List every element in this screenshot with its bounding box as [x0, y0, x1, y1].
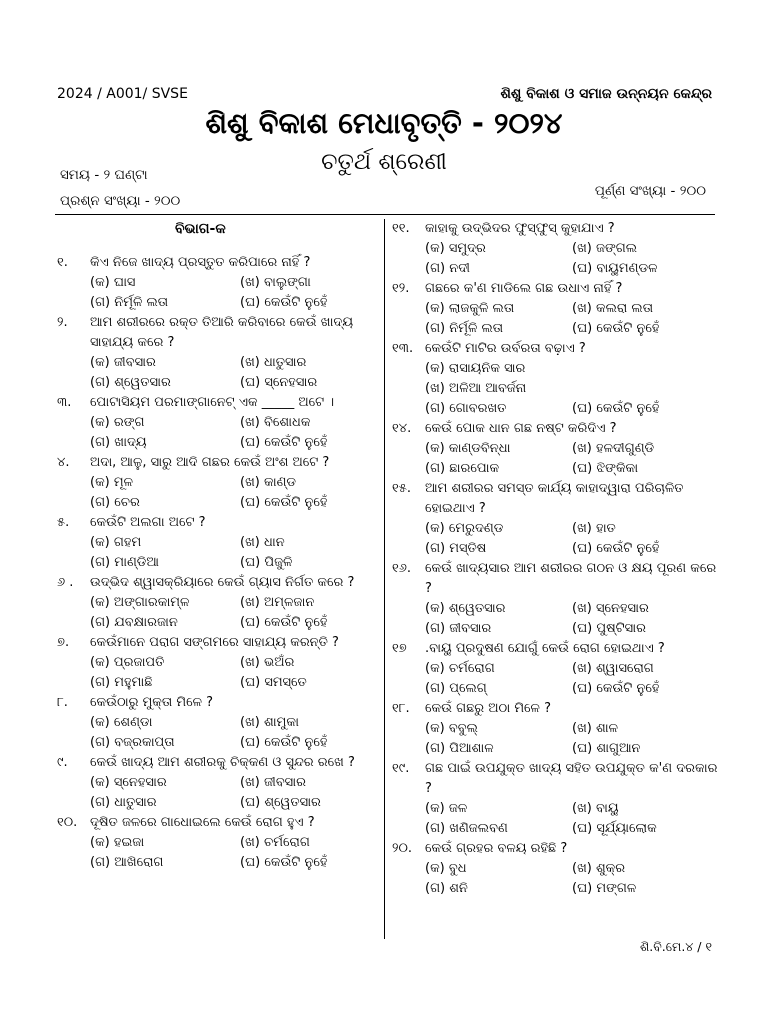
question-number: ୧୫. — [392, 481, 412, 496]
question-number: ୧୩. — [392, 341, 414, 356]
question-text: କେଉଁମାନେ ପରାଗ ସଙ୍ଗମରେ ସାହାଯ୍ୟ କରନ୍ତି ? — [90, 635, 339, 650]
question-row — [57, 453, 379, 473]
answer-option: (ଘ) କେଉଁଟି ନୁହେଁ — [240, 295, 328, 310]
answer-option: (ଗ) ପ୍ଲେଗ୍ — [425, 681, 487, 696]
answer-option: (ଖ) ଜୀବସାର — [240, 775, 306, 790]
answer-option: (ଘ) ସମସ୍ତେ — [240, 675, 307, 690]
answer-options — [57, 273, 379, 313]
answer-options — [392, 439, 718, 479]
question-block — [57, 573, 379, 633]
question-row — [57, 693, 379, 713]
question-text: କେଉଁ ଗ୍ରହର ବଳୟ ରହିଛି ? — [425, 841, 568, 856]
question-row — [392, 559, 718, 599]
answer-option: (ଘ) ସୂର୍ଯ୍ୟାଲୋକ — [572, 821, 657, 836]
question-number: ୨. — [57, 315, 68, 330]
full-marks: ପୂର୍ଣ୍ଣ ସଂଖ୍ୟା - ୨୦୦ — [594, 183, 706, 199]
question-row — [392, 339, 718, 359]
answer-options — [392, 859, 718, 899]
answer-option: (ଖ) ଚର୍ମରୋଗ — [240, 835, 310, 850]
answer-option: (କ) ସମୁଦ୍ର — [425, 241, 486, 256]
header-divider — [55, 214, 715, 215]
question-text: କେଉଁ ଗଛରୁ ଅଠା ମିଳେ ? — [425, 701, 551, 716]
question-row — [57, 633, 379, 653]
question-number: ୫. — [57, 515, 70, 530]
answer-option: (ଗ) ଶ୍ୱେତସାର — [90, 375, 171, 390]
question-text: କେଉଁ ପୋକ ଧାନ ଗଛ ନଷ୍ଟ କରିଦିଏ ? — [425, 421, 617, 436]
answer-options — [392, 719, 718, 759]
question-text: କେଉଁଠାରୁ ମୁକ୍ତା ମିଳେ ? — [90, 695, 214, 710]
answer-option: (ଗ) ଜୀବସାର — [425, 621, 492, 636]
question-text: ଅଦା, ଆଳୁ, ସାରୁ ଆଦି ଗଛର କେଉଁ ଅଂଶ ଅଟେ ? — [90, 455, 330, 470]
column-divider — [384, 219, 385, 939]
question-row — [392, 219, 718, 239]
question-row — [57, 753, 379, 773]
question-row — [57, 313, 379, 353]
question-row — [392, 639, 718, 659]
answer-options — [57, 713, 379, 753]
answer-option: (ଖ) ଶୁକ୍ର — [572, 861, 626, 876]
question-text: .ବାୟୁ ପ୍ରଦୁଷଣ ଯୋଗୁଁ କେଉଁ ରୋଗ ହୋଇଥାଏ ? — [425, 641, 665, 656]
answer-option: (ଘ) କେଉଁଟି ନୁହେଁ — [240, 495, 328, 510]
answer-option: (ଗ) ନିର୍ମୂଳି ଲତା — [425, 321, 504, 336]
exam-time: ସମୟ - ୨ ଘଣ୍ଟା — [60, 167, 148, 183]
answer-option: (କ) ଲାଜକୁଳି ଲତା — [425, 301, 515, 316]
answer-option: (ଗ) ଖଣିଜଲବଣ — [425, 821, 508, 836]
answer-option: (ଘ) କେଉଁଟି ନୁହେଁ — [240, 435, 328, 450]
question-number: ୧୦. — [57, 815, 78, 830]
answer-options — [57, 653, 379, 693]
right-question-column — [392, 219, 718, 899]
question-row — [392, 479, 718, 519]
answer-option: (କ) ଚର୍ମରୋଗ — [425, 661, 495, 676]
answer-options — [57, 533, 379, 573]
answer-option: (ଖ) ଧାନ — [240, 535, 285, 550]
answer-option: (ଖ) ବାଲୁଙ୍ଗା — [240, 275, 311, 290]
question-text: ଆମ ଶରୀରରେ ରକ୍ତ ତିଆରି କରିବାରେ କେଉଁ ଖାଦ୍ୟ ସାହାଯ୍ୟ କରେ ? — [90, 315, 354, 350]
answer-option: (ଘ) ଶାଗୁଆନ — [572, 741, 641, 756]
answer-options — [392, 239, 718, 279]
answer-option: (କ) ଶ୍ୱେତସାର — [425, 601, 506, 616]
question-number: ୧୪. — [392, 421, 412, 436]
question-block — [57, 453, 379, 513]
question-block — [57, 253, 379, 313]
organization-name: ଶିଶୁ ବିକାଶ ଓ ସମାଜ ଉନ୍ନୟନ କେନ୍ଦ୍ର — [500, 86, 712, 102]
answer-option: (କ) ଜୀବସାର — [90, 355, 156, 370]
question-text: ଗଛ ପାଇଁ ଉପଯୁକ୍ତ ଖାଦ୍ୟ ସହିତ ଉପଯୁକ୍ତ କ'ଣ ଦରକାର ? — [425, 761, 718, 796]
question-block — [392, 419, 718, 479]
answer-option: (କ) ସ୍ନେହସାର — [90, 775, 167, 790]
answer-options — [392, 599, 718, 639]
question-text: ଆମ ଶରୀରର ସମସ୍ତ କାର୍ଯ୍ୟ କାହାଦ୍ୱାରା ପରିଚାଳିତ ହୋଇଥାଏ ? — [425, 481, 684, 516]
question-text: କେଉଁ ଖାଦ୍ୟସାର ଆମ ଶରୀରର ଗଠନ ଓ କ୍ଷୟ ପୂରଣ କରେ ? — [425, 561, 717, 596]
question-block — [392, 219, 718, 279]
question-row — [392, 759, 718, 799]
answer-option: (ଘ) କେଉଁଟି ନୁହେଁ — [572, 401, 660, 416]
answer-option: (ଖ) ଧାତୁସାର — [240, 355, 307, 370]
answer-options — [392, 799, 718, 839]
question-number: ୧୮. — [392, 701, 410, 716]
answer-option: (ଗ) ଚେର — [90, 495, 140, 510]
answer-option: (କ) କାଣ୍ଡବିନ୍ଧା — [425, 441, 511, 456]
question-row — [57, 513, 379, 533]
class-label: ଚତୁର୍ଥ ଶ୍ରେଣୀ — [321, 149, 447, 175]
answer-options — [57, 353, 379, 393]
answer-options — [392, 659, 718, 699]
question-number: ୧୬. — [392, 561, 412, 576]
question-number: ୧୯. — [392, 761, 410, 776]
answer-option: (ଘ) କେଉଁଟି ନୁହେଁ — [572, 541, 660, 556]
answer-option: (କ) ଘାସ — [90, 275, 136, 290]
question-text: କେଉଁଟି ଅଲଗା ଅଟେ ? — [90, 515, 206, 530]
answer-option: (ଗ) ମାଣ୍ଡିଆ — [90, 555, 159, 570]
question-text: କେଉଁ ଖାଦ୍ୟ ଆମ ଶରୀରକୁ ଚିକ୍କଣ ଓ ସୁନ୍ଦର ରଖେ ? — [90, 755, 355, 770]
exam-code: 2024 / A001/ SVSE — [57, 86, 188, 102]
answer-option: (ଖ) ଶାଳ — [572, 721, 619, 736]
answer-option: (କ) ଜଳ — [425, 801, 468, 816]
question-block — [57, 813, 379, 873]
answer-option — [572, 379, 732, 399]
answer-option: (କ) ଶେଣ୍ଡା — [90, 715, 153, 730]
question-number: ୧୧. — [392, 221, 410, 236]
question-text: ଦୂଷିତ ଜଳରେ ଗାଧୋଇଲେ କେଉଁ ରୋଗ ହୁଏ ? — [90, 815, 315, 830]
left-question-column — [57, 253, 379, 873]
question-row — [392, 699, 718, 719]
question-number: ୩. — [57, 395, 72, 410]
question-text: କିଏ ନିଜେ ଖାଦ୍ୟ ପ୍ରସ୍ତୁତ କରିପାରେ ନାହିଁ ? — [90, 255, 311, 270]
question-block — [392, 279, 718, 339]
answer-option: (ଖ) ଅଳିଆ ଆବର୍ଜନା — [425, 381, 527, 396]
answer-option: (ଖ) ବାୟୁ — [572, 801, 619, 816]
answer-option: (କ) ହଇଜା — [90, 835, 145, 850]
answer-option: (ଘ) କେଉଁଟି ନୁହେଁ — [240, 615, 328, 630]
answer-option: (ଘ) ପିଜୁଳି — [240, 555, 293, 570]
answer-options — [57, 593, 379, 633]
question-block — [57, 633, 379, 693]
question-row — [57, 813, 379, 833]
answer-options — [57, 473, 379, 513]
question-block — [392, 839, 718, 899]
page-code: ଶି.ବି.ମେ.୪ / ୧ — [639, 939, 712, 954]
question-number: ୪. — [57, 455, 70, 470]
answer-option: (ଗ) ପିଆଶାଳ — [425, 741, 494, 756]
answer-option: (କ) ଗହମ — [90, 535, 142, 550]
answer-option: (କ) ଅଙ୍ଗାରକାମ୍ଳ — [90, 595, 190, 610]
question-row — [57, 573, 379, 593]
question-number: ୭. — [57, 635, 70, 650]
answer-option: (ଘ) ମଙ୍ଗଳ — [572, 881, 637, 896]
answer-option: (ଖ) ଜଙ୍ଗଲ — [572, 241, 638, 256]
exam-title: ଶିଶୁ ବିକାଶ ମେଧାବୃତ୍ତି - ୨୦୨୪ — [205, 106, 563, 140]
question-text: ଉଦ୍ଭିଦ ଶ୍ୱାସକ୍ରିୟାରେ କେଉଁ ଗ୍ୟାସ ନିର୍ଗତ କରେ ? — [90, 575, 355, 590]
answer-option: (ଗ) ଖାଦ୍ୟ — [90, 435, 147, 450]
answer-option: (ଘ) ବାୟୁମଣ୍ଡଳ — [572, 261, 658, 276]
question-number: ୬ . — [57, 575, 74, 590]
answer-option: (ଖ) କଲରା ଲତା — [572, 301, 654, 316]
question-block — [57, 693, 379, 753]
answer-option: (କ) ରଙ୍ଗ — [90, 415, 145, 430]
answer-option: (କ) ମୂଳ — [90, 475, 133, 490]
answer-option: (କ) ପ୍ରଜାପତି — [90, 655, 165, 670]
question-text: କାହାକୁ ଉଦ୍ଭିଦର ଫୁସ୍‌ଫୁସ୍ କୁହାଯାଏ ? — [425, 221, 615, 236]
answer-option: (ଗ) ଯବକ୍ଷାରଜାନ — [90, 615, 178, 630]
answer-option: (ଗ) ଗୋବରଖତ — [425, 401, 507, 416]
question-number: ୯. — [57, 755, 68, 770]
question-block — [392, 559, 718, 639]
question-block — [57, 393, 379, 453]
answer-option: (ଖ) ବିଶୋଧକ — [240, 415, 311, 430]
question-row — [392, 279, 718, 299]
answer-options — [392, 299, 718, 339]
answer-options — [392, 519, 718, 559]
answer-option: (ଖ) ଶାମୁକା — [240, 715, 299, 730]
answer-option: (ଖ) ସ୍ନେହସାର — [572, 601, 649, 616]
answer-option: (ଖ) ଭଅଁର — [240, 655, 295, 670]
answer-option: (ଗ) ମହୁମାଛି — [90, 675, 153, 690]
question-block — [392, 699, 718, 759]
answer-options — [57, 413, 379, 453]
section-title: ବିଭାଗ-କ — [175, 221, 226, 237]
question-block — [57, 513, 379, 573]
answer-option: (ଖ) ହଳଦୀଗୁଣ୍ଡି — [572, 441, 655, 456]
question-row — [57, 393, 379, 413]
answer-options — [57, 833, 379, 873]
question-number: ୧୭ — [392, 641, 407, 656]
question-row — [392, 419, 718, 439]
answer-option: (କ) ମେରୁଦଣ୍ଡ — [425, 521, 504, 536]
answer-option: (ଘ) ଝିଙ୍କିକା — [572, 461, 639, 476]
answer-options — [392, 359, 718, 419]
answer-option: (ଘ) ଶ୍ୱେତସାର — [240, 795, 321, 810]
answer-option: (କ) ରାସାୟନିକ ସାର — [425, 361, 526, 376]
question-text: କେଉଁଟି ମାଟିର ଉର୍ବରତା ବଢ଼ାଏ ? — [425, 341, 586, 356]
question-block — [392, 759, 718, 839]
answer-option: (ଖ) କାଣ୍ଡ — [240, 475, 297, 490]
question-number: ୧. — [57, 255, 68, 270]
question-block — [392, 639, 718, 699]
answer-option: (ଗ) ଆଖିରୋଗ — [90, 855, 164, 870]
answer-option: (ଘ) କେଉଁଟି ନୁହେଁ — [240, 735, 328, 750]
answer-option — [572, 359, 732, 379]
answer-option: (କ) ବବୁଲ୍ — [425, 721, 478, 736]
answer-option: (ଘ) କେଉଁଟି ନୁହେଁ — [572, 681, 660, 696]
question-number: ୨୦. — [392, 841, 413, 856]
answer-option: (ଖ) ଅମ୍ଳଜାନ — [240, 595, 315, 610]
question-row — [57, 253, 379, 273]
answer-option: (ଗ) ନିର୍ମୂଳି ଲତା — [90, 295, 169, 310]
answer-option: (ଗ) ଧାତୁସାର — [90, 795, 157, 810]
answer-option: (ଖ) ହାତ — [572, 521, 616, 536]
question-block — [57, 753, 379, 813]
answer-option: (ଖ) ଶ୍ୱାସରୋଗ — [572, 661, 654, 676]
answer-option: (ଘ) କେଉଁଟି ନୁହେଁ — [572, 321, 660, 336]
question-count: ପ୍ରଶ୍ନ ସଂଖ୍ୟା - ୨୦୦ — [60, 193, 181, 209]
question-block — [57, 313, 379, 393]
answer-option: (ଘ) ପୁଷ୍ଟିସାର — [572, 621, 646, 636]
answer-options — [57, 773, 379, 813]
question-text: ଗଛରେ କ'ଣ ମାଡିଲେ ଗଛ ଉଧାଏ ନାହିଁ ? — [425, 281, 623, 296]
answer-option: (ଗ) ମସ୍ତିଷ — [425, 541, 487, 556]
answer-option: (ଗ) ବଜ୍ରକାପ୍ତା — [90, 735, 175, 750]
answer-option: (ଗ) ଛାରପୋକ — [425, 461, 500, 476]
question-block — [392, 339, 718, 419]
question-number: ୧୨. — [392, 281, 410, 296]
answer-option: (ଗ) ଶନି — [425, 881, 468, 896]
question-block — [392, 479, 718, 559]
question-text: ପୋଟାସିୟମ ପରମାଙ୍ଗାନେଟ୍ ଏକ _____ ଅଟେ । — [90, 395, 335, 410]
answer-option: (ଘ) କେଉଁଟି ନୁହେଁ — [240, 855, 328, 870]
answer-option: (ଗ) ନଦୀ — [425, 261, 470, 276]
question-number: ୮. — [57, 695, 68, 710]
answer-option: (କ) ବୁଧ — [425, 861, 467, 876]
answer-option: (ଘ) ସ୍ନେହସାର — [240, 375, 318, 390]
question-row — [392, 839, 718, 859]
